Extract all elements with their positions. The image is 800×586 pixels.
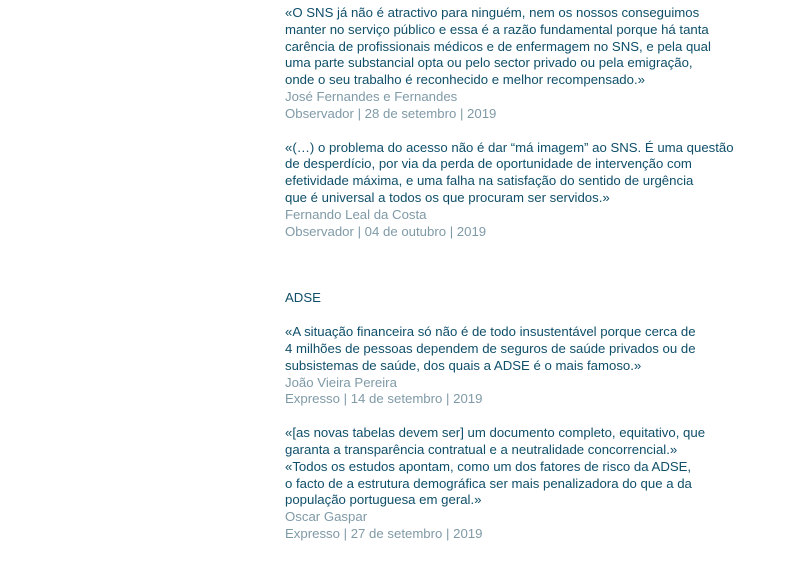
- quote-author: Fernando Leal da Costa: [285, 206, 427, 222]
- quote-text: «(…) o problema do acesso não é dar “má imagem” ao SNS. É uma questão de desperdício, por via da perda de oportunidade de intervenção com efetividade máxima, e uma falha na satisfação do sentido de urgência que é universal a todos os que procuram ser servidos.»: [285, 139, 734, 205]
- quote-block: [285, 425, 745, 543]
- section-spacer: [285, 257, 745, 290]
- quote-source: Expresso | 27 de setembro | 2019: [285, 525, 483, 541]
- quote-source: Expresso | 14 de setembro | 2019: [285, 391, 483, 407]
- quote-source: Observador | 04 de outubro | 2019: [285, 223, 487, 239]
- quote-author: Oscar Gaspar: [285, 509, 368, 525]
- quote-block: [285, 324, 745, 408]
- quote-source: Observador | 28 de setembro | 2019: [285, 105, 497, 121]
- quote-block: [285, 140, 745, 241]
- quote-text: «O SNS já não é atractivo para ninguém, nem os nossos conseguimos manter no serviço público e essa é a razão fundamental porque há tanta carência de profissionais médicos e de enfermagem no SNS, e pela qual uma parte substancial opta ou pelo sector privado ou pela emigração, onde o seu trabalho é reconhecido e melhor recompensado.»: [285, 5, 711, 88]
- section-title-adse: ADSE: [285, 290, 321, 306]
- quote-block: [285, 5, 745, 123]
- article-content: [285, 5, 745, 560]
- quote-text: «A situação financeira só não é de todo insustentável porque cerca de 4 milhões de pessoas dependem de seguros de saúde privados ou de subsistemas de saúde, dos quais a ADSE é o mais famoso.»: [285, 324, 696, 373]
- quote-text: «[as novas tabelas devem ser] um documento completo, equitativo, que garanta a transparência contratual e a neutralidade concorrencial.» «Todos os estudos apontam, como um dos fatores de risco da ADSE, o facto de a estrutura demográfica ser mais penalizadora do que a da população portuguesa em geral.»: [285, 425, 706, 508]
- quote-author: João Vieira Pereira: [285, 374, 397, 390]
- quote-author: José Fernandes e Fernandes: [285, 88, 458, 104]
